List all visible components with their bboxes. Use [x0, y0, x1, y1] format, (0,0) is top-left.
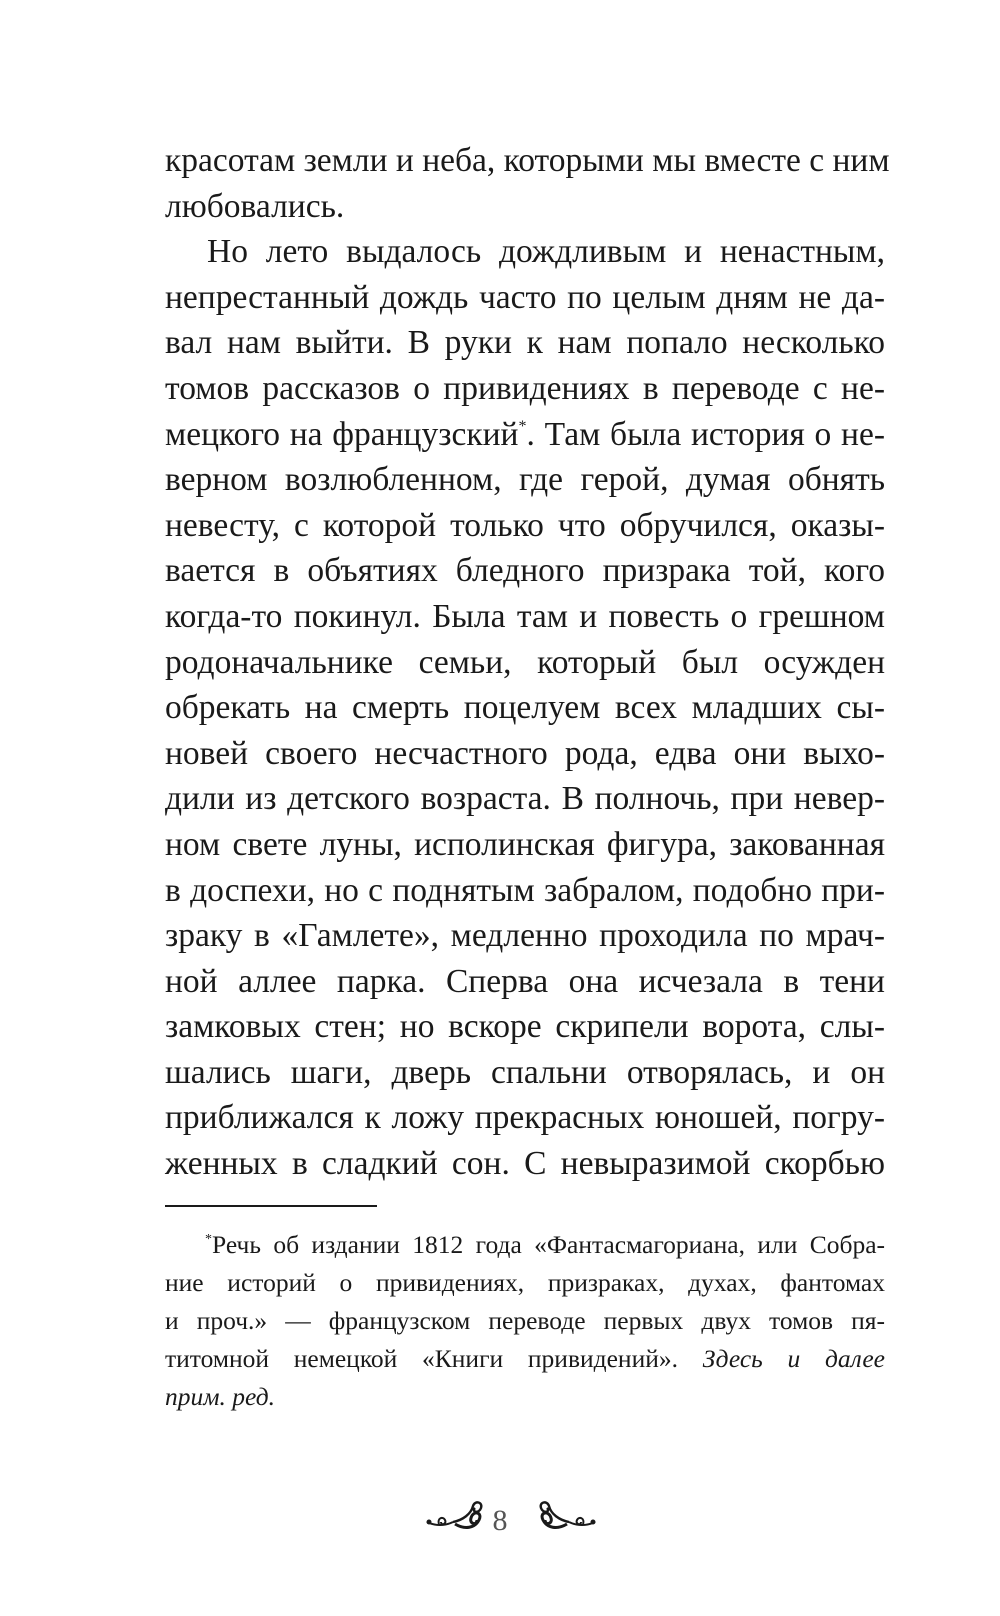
body-text: [165, 138, 890, 1187]
text-line: Но лето выдалось дождливым и ненастным,: [207, 233, 885, 271]
text-line: замковых стен; но вскоре скрипели ворота, слы-: [165, 1008, 885, 1046]
footnote-line: и проч.» — французском переводе первых двух томов пя-: [165, 1306, 885, 1335]
text-line: в доспехи, но с поднятым забралом, подобно при-: [165, 871, 885, 909]
page-content: [165, 138, 890, 1187]
footnote-divider: [165, 1205, 377, 1207]
footnote-line: [165, 1340, 885, 1378]
editor-note: прим. ред.: [165, 1382, 275, 1411]
text-line: вается в объятиях бледного призрака той, кого: [165, 552, 885, 590]
text-line: верном возлюбленном, где герой, думая обнять: [165, 461, 885, 499]
text-line: красотам земли и неба, которыми мы вместе с ним: [165, 142, 890, 179]
text-fragment: мецкого на французский: [165, 415, 519, 453]
text-line: дили из детского возраста. В полночь, при невер-: [165, 780, 885, 818]
editor-note: Здесь и далее: [702, 1344, 885, 1373]
flourish-right-icon: [537, 1496, 597, 1540]
text-line: невесту, с которой только что обручился, оказы-: [165, 506, 885, 544]
text-line: когда-то покинул. Была там и повесть о грешном: [165, 597, 885, 635]
text-line: любовались.: [165, 187, 345, 225]
text-line: томов рассказов о привидениях в переводе с не-: [165, 369, 885, 407]
footnote-reference[interactable]: *: [518, 417, 527, 435]
text-fragment: . Там была история о не-: [526, 415, 886, 453]
page-footer: [0, 1496, 1000, 1556]
text-line: непрестанный дождь часто по целым дням не да-: [165, 278, 885, 316]
text-line: новей своего несчастного рода, едва они выхо-: [165, 734, 885, 772]
footnote-mark: *: [205, 1232, 212, 1247]
footnote: [165, 1226, 885, 1416]
text-line: женных в сладкий сон. С невыразимой скорбью: [165, 1145, 885, 1183]
text-line: родоначальнике семьи, который был осужден: [165, 643, 885, 681]
footnote-line: ние историй о привидениях, призраках, духах, фантомах: [165, 1268, 885, 1297]
footnote-text: титомной немецкой «Книги привидений».: [165, 1344, 678, 1373]
text-line: ном свете луны, исполинская фигура, закованная: [165, 825, 885, 863]
footnote-line: [165, 1378, 885, 1416]
text-line: вал нам выйти. В руки к нам попало несколько: [165, 324, 885, 362]
footnote-text: Речь об издании 1812 года «Фантасмагориана, или Собра-: [212, 1230, 885, 1259]
page-number: 8: [492, 1504, 508, 1537]
text-line: зраку в «Гамлете», медленно проходила по мрач-: [165, 917, 885, 955]
text-line: приближался к ложу прекрасных юношей, погру-: [165, 1099, 885, 1137]
flourish-left-icon: [425, 1496, 485, 1540]
text-line-with-footnote: [165, 412, 885, 458]
text-line: обрекать на смерть поцелуем всех младших сы-: [165, 689, 885, 727]
footnote-line: [165, 1226, 885, 1264]
text-line: ной аллее парка. Сперва она исчезала в тени: [165, 962, 885, 1000]
text-line: шались шаги, дверь спальни отворялась, и он: [165, 1053, 885, 1091]
